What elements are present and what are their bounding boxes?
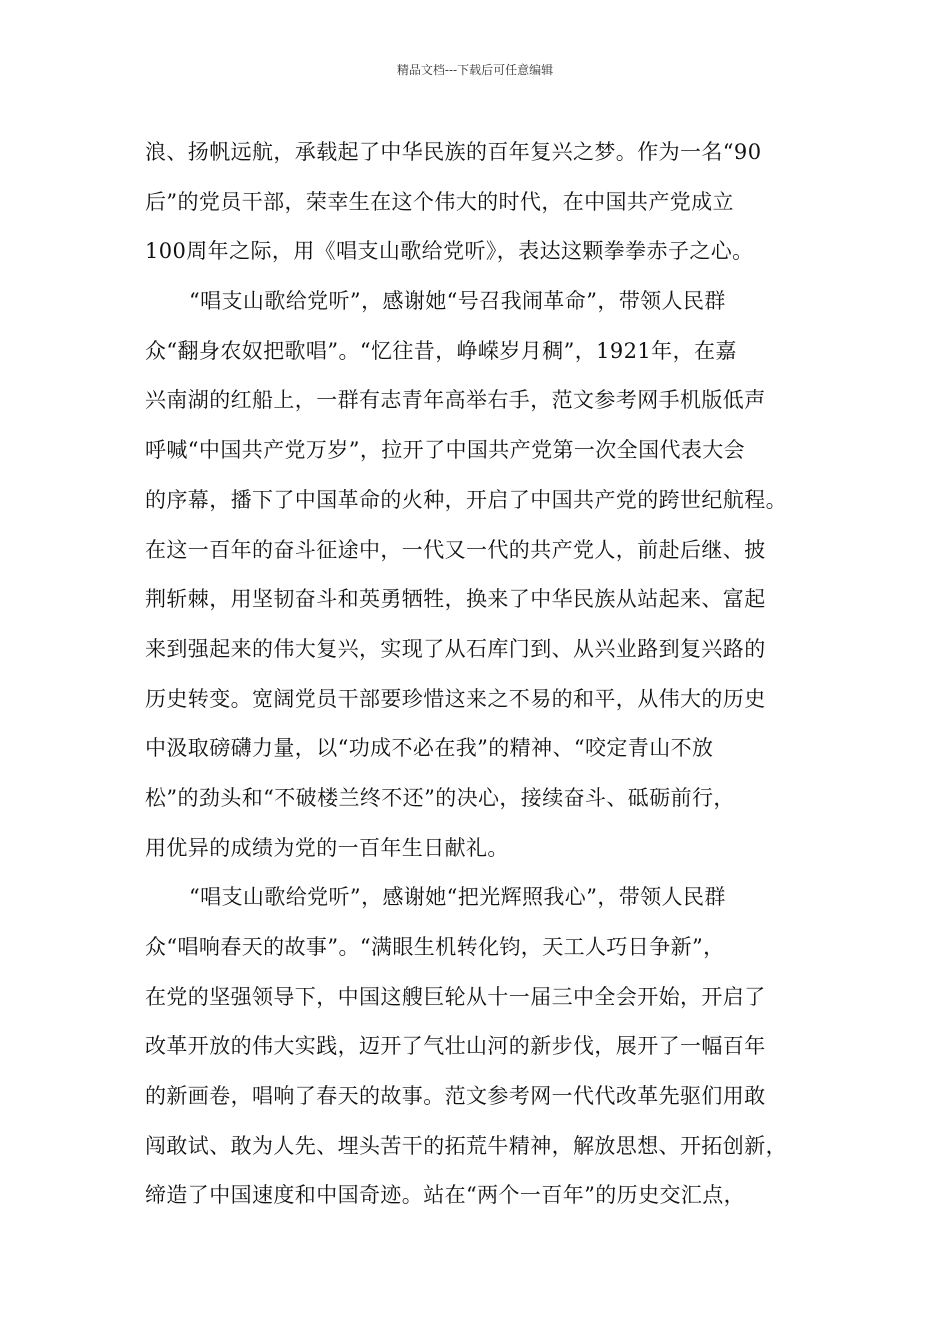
text-line: 100周年之际，用《唱支山歌给党听》，表达这颗拳拳赤子之心。 (145, 239, 754, 264)
document-body (145, 128, 835, 1221)
text-line: 在党的坚强领导下，中国这艘巨轮从十一届三中全会开始，开启了 (145, 984, 766, 1009)
text-line: 中汲取磅礴力量，以“功成不必在我”的精神、“咬定青山不放 (145, 736, 714, 761)
text-line: 众“翻身农奴把歌唱”。“忆往昔，峥嵘岁月稠”，1921年，在嘉 (145, 338, 737, 363)
text-line: 在这一百年的奋斗征途中，一代又一代的共产党人，前赴后继、披 (145, 537, 766, 562)
text-line: 浪、扬帆远航，承载起了中华民族的百年复兴之梦。作为一名“90 (145, 140, 762, 164)
text-line: 的新画卷，唱响了春天的故事。范文参考网一代代改革先驱们用敢 (145, 1084, 766, 1109)
text-line: 松”的劲头和“不破楼兰终不还”的决心，接续奋斗、砥砺前行， (145, 785, 735, 810)
text-line: 后”的党员干部，荣幸生在这个伟大的时代，在中国共产党成立 (145, 189, 734, 214)
text-line: 荆斩棘，用坚韧奋斗和英勇牺牲，换来了中华民族从站起来、富起 (145, 587, 766, 612)
text-line: 来到强起来的伟大复兴，实现了从石库门到、从兴业路到复兴路的 (145, 636, 766, 661)
text-line: 缔造了中国速度和中国奇迹。站在“两个一百年”的历史交汇点， (145, 1183, 746, 1208)
page-header: 精品文档---下载后可任意编辑 (396, 63, 554, 77)
text-line: “唱支山歌给党听”，感谢她“把光辉照我心”，带领人民群 (189, 885, 726, 910)
text-line: “唱支山歌给党听”，感谢她“号召我闹革命”，带领人民群 (189, 289, 726, 314)
text-line: 用优异的成绩为党的一百年生日献礼。 (145, 835, 509, 860)
text-line: 众“唱响春天的故事”。“满眼生机转化钧，天工人巧日争新”， (145, 935, 725, 959)
text-line: 改革开放的伟大实践，迈开了气壮山河的新步伐，展开了一幅百年 (145, 1034, 766, 1059)
text-line: 兴南湖的红船上，一群有志青年高举右手，范文参考网手机版低声 (145, 388, 766, 413)
text-line: 历史转变。宽阔党员干部要珍惜这来之不易的和平，从伟大的历史 (145, 686, 766, 711)
text-line: 呼喊“中国共产党万岁”，拉开了中国共产党第一次全国代表大会 (145, 438, 746, 463)
text-line: 的序幕，播下了中国革命的火种，开启了中国共产党的跨世纪航程。 (145, 487, 787, 512)
text-line: 闯敢试、敢为人先、埋头苦干的拓荒牛精神，解放思想、开拓创新， (145, 1133, 787, 1158)
